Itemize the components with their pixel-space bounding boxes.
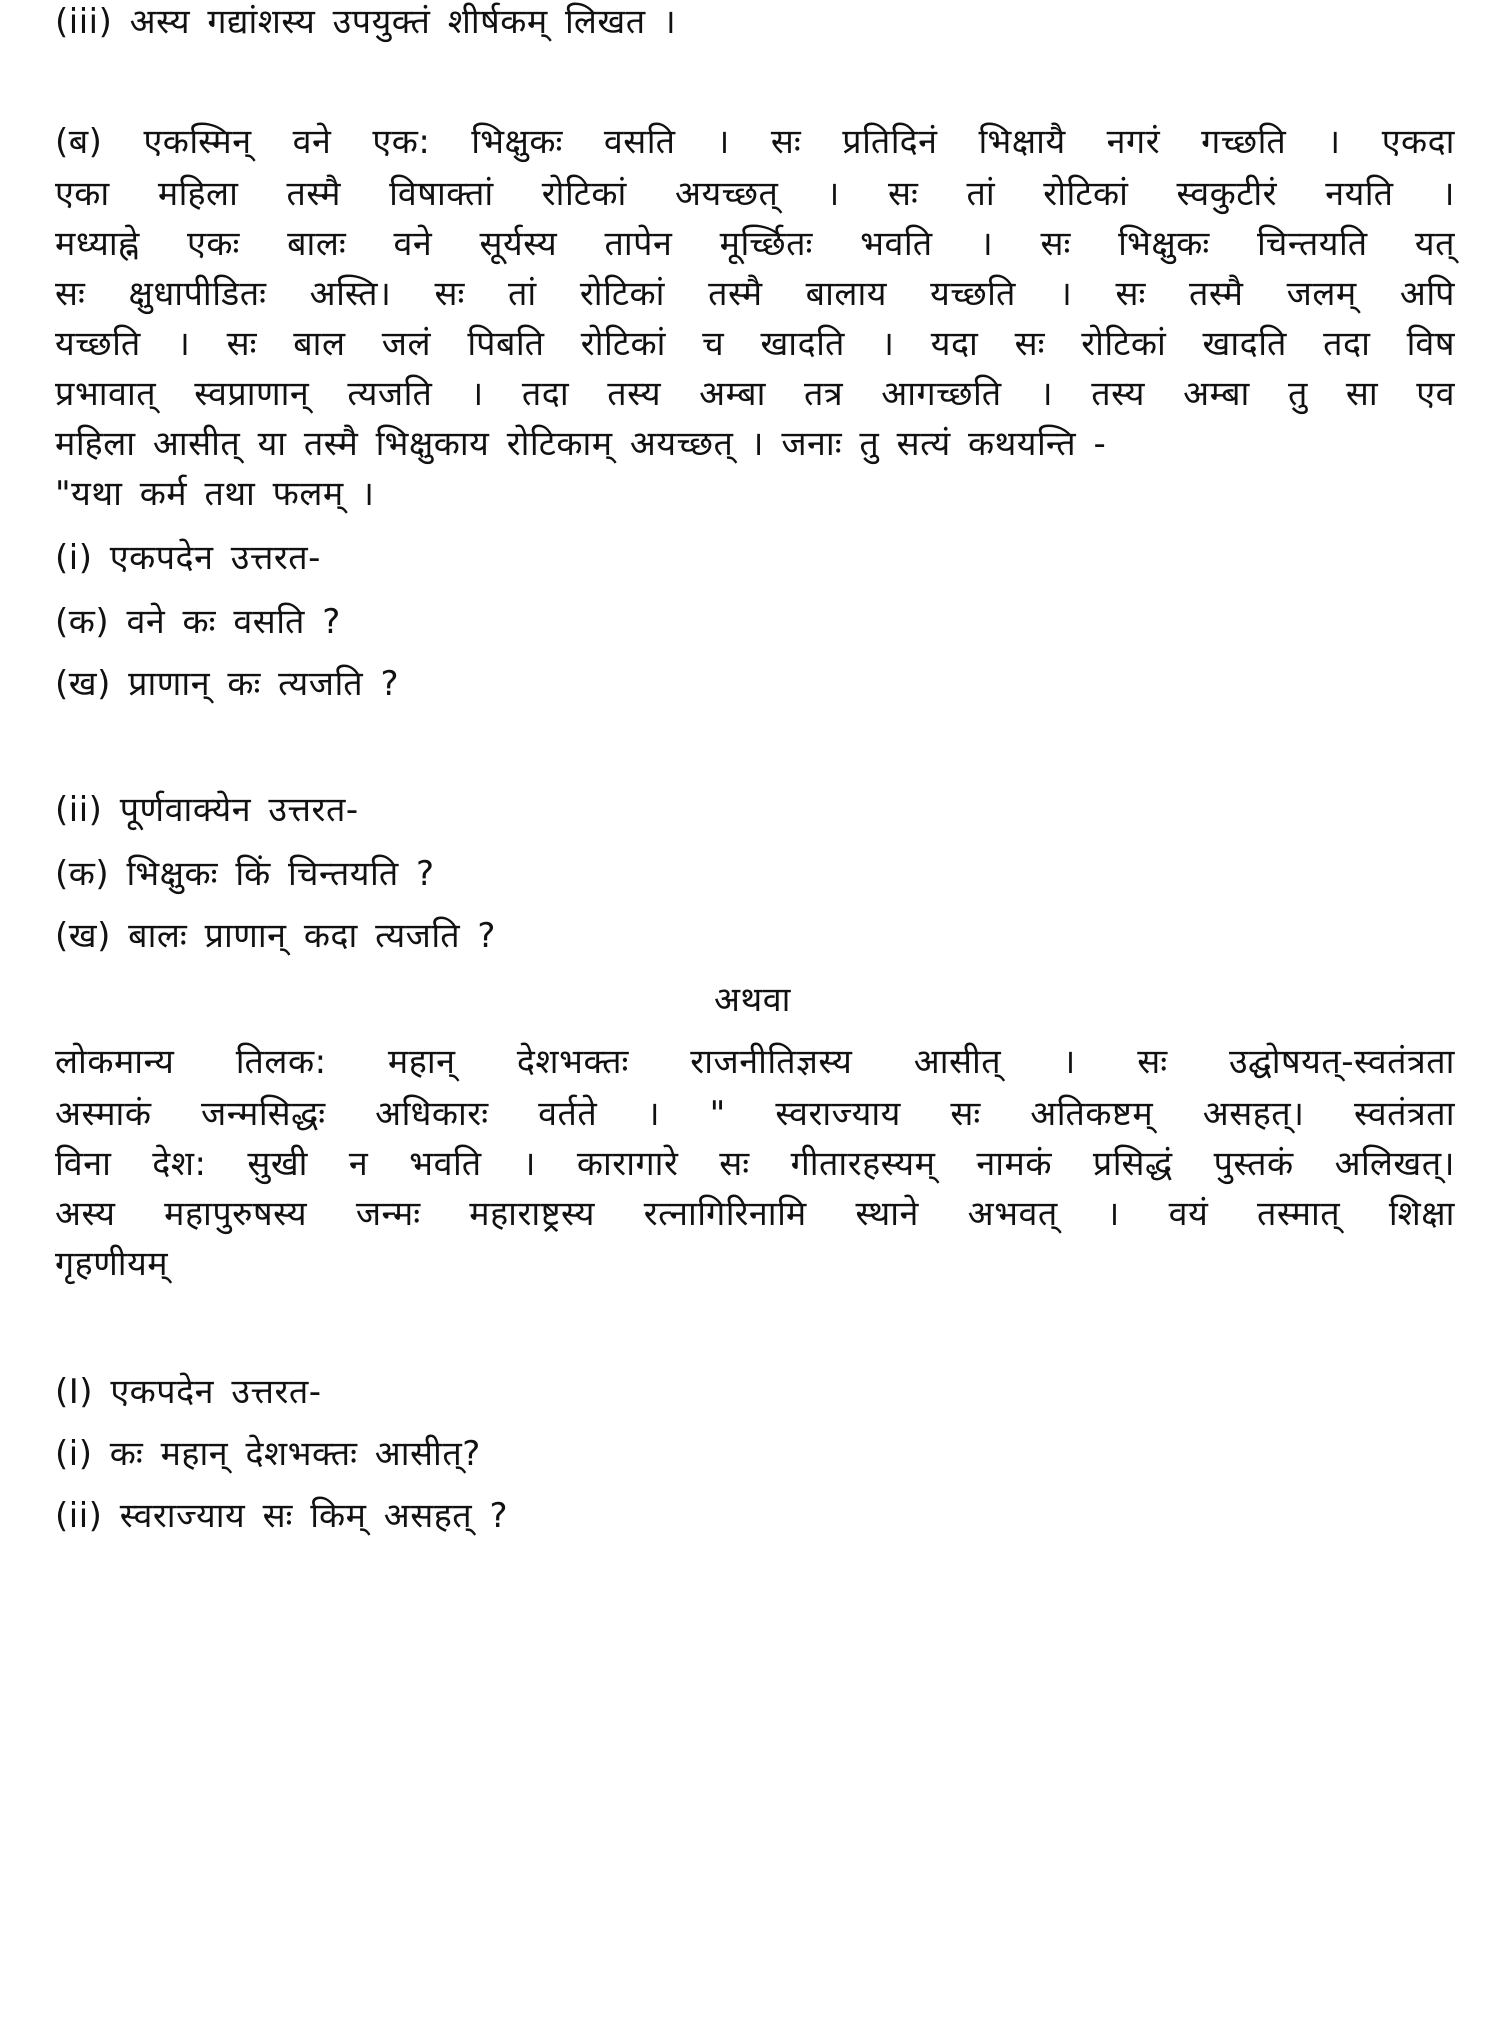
question-heading-one-word: (i) एकपदेन उत्तरत- xyxy=(55,538,321,578)
passage-b-line: मध्याह्ने एकः बालः वने सूर्यस्य तापेन मूर्च्छितः भवति । सः भिक्षुकः चिन्तयति यत् xyxy=(55,224,1455,264)
passage-b-line: सः क्षुधापीडितः अस्ति। सः तां रोटिकां तस्मै बालाय यच्छति । सः तस्मै जलम् अपि xyxy=(55,274,1455,314)
passage-alt-line: अस्य महापुरुषस्य जन्मः महाराष्ट्रस्य रत्नागिरिनामि स्थाने अभवत् । वयं तस्मात् शिक्षा xyxy=(55,1194,1455,1234)
passage-b-line: "यथा कर्म तथा फलम् । xyxy=(55,474,375,514)
question-item: (क) भिक्षुकः किं चिन्तयति ? xyxy=(55,854,435,894)
question-item: (i) कः महान् देशभक्तः आसीत्? xyxy=(55,1434,481,1474)
question-item: (ख) प्राणान् कः त्यजति ? xyxy=(55,664,400,704)
or-divider: अथवा xyxy=(714,980,791,1020)
passage-b-line: प्रभावात् स्वप्राणान् त्यजति । तदा तस्य अम्बा तत्र आगच्छति । तस्य अम्बा तु सा एव xyxy=(55,374,1455,414)
question-item: (ख) बालः प्राणान् कदा त्यजति ? xyxy=(55,916,496,956)
passage-alt-line: अस्माकं जन्मसिद्धः अधिकारः वर्तते । " स्वराज्याय सः अतिकष्टम् असहत्। स्वतंत्रता xyxy=(55,1094,1455,1134)
passage-b-line: एका महिला तस्मै विषाक्तां रोटिकां अयच्छत् । सः तां रोटिकां स्वकुटीरं नयति । xyxy=(55,174,1455,214)
question-heading-one-word: (I) एकपदेन उत्तरत- xyxy=(55,1372,322,1412)
question-heading-full-sentence: (ii) पूर्णवाक्येन उत्तरत- xyxy=(55,790,359,830)
passage-alt-line: गृहणीयम् xyxy=(55,1244,169,1284)
question-item: (क) वने कः वसति ? xyxy=(55,602,341,642)
passage-alt-line: विना देश: सुखी न भवति । कारागारे सः गीतारहस्यम् नामकं प्रसिद्धं पुस्तकं अलिखत्। xyxy=(55,1144,1455,1184)
passage-b-line: यच्छति । सः बाल जलं पिबति रोटिकां च खादति । यदा सः रोटिकां खादति तदा विष xyxy=(55,324,1455,364)
passage-b-line: महिला आसीत् या तस्मै भिक्षुकाय रोटिकाम् अयच्छत् । जनाः तु सत्यं कथयन्ति - xyxy=(55,424,1107,464)
question-title-instruction: (iii) अस्य गद्यांशस्य उपयुक्तं शीर्षकम् लिखत । xyxy=(55,2,677,42)
passage-b-line: (ब) एकस्मिन् वने एक: भिक्षुकः वसति । सः प्रतिदिनं भिक्षायै नगरं गच्छति । एकदा xyxy=(55,122,1455,162)
passage-alt-line: लोकमान्य तिलक: महान् देशभक्तः राजनीतिज्ञस्य आसीत् । सः उद्घोषयत्-स्वतंत्रता xyxy=(55,1042,1455,1082)
question-item: (ii) स्वराज्याय सः किम् असहत् ? xyxy=(55,1496,509,1536)
